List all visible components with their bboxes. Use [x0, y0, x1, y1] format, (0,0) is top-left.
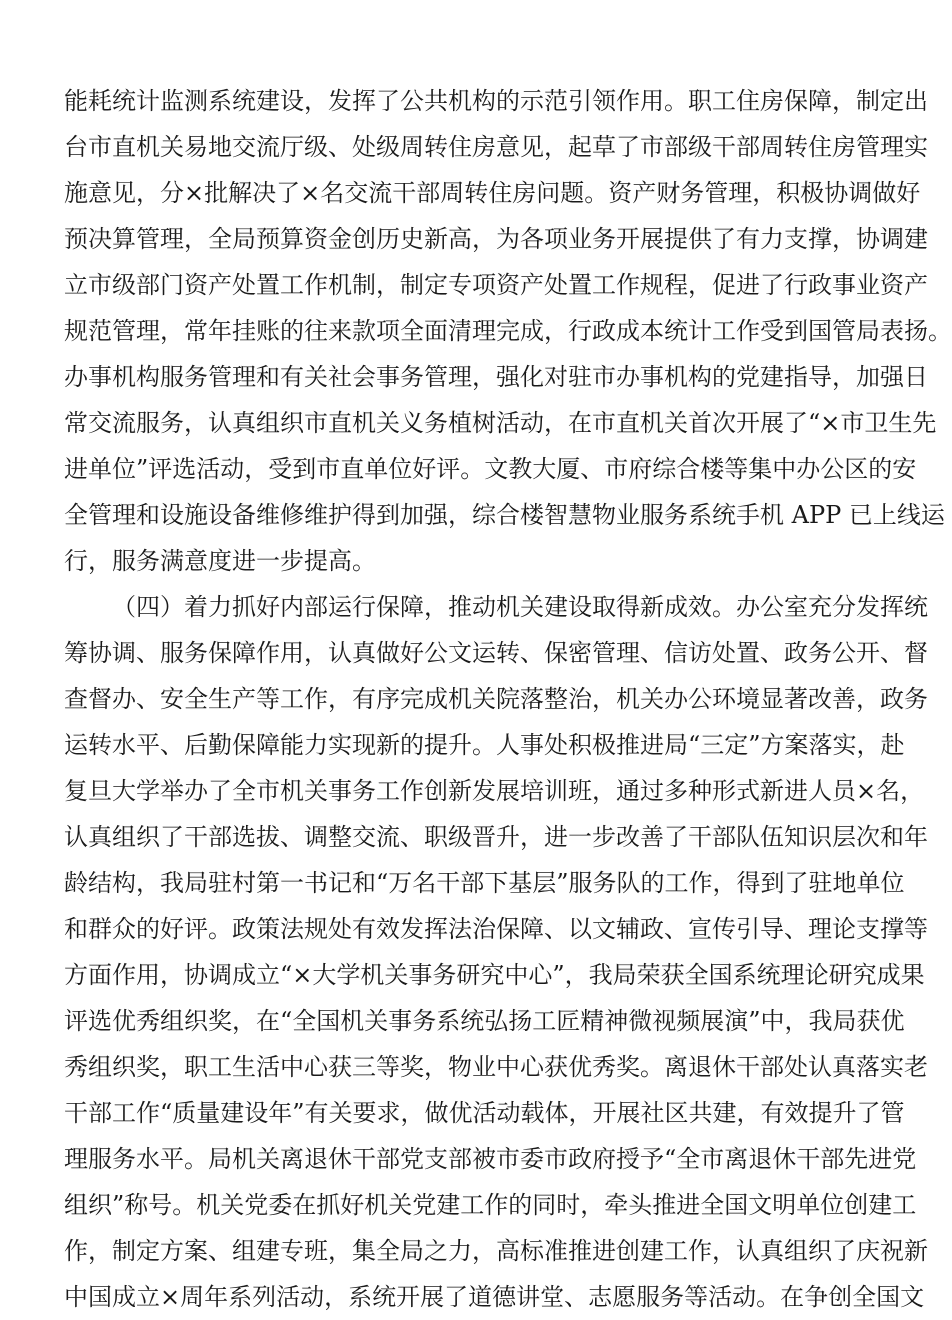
text-line: 全管理和设施设备维修维护得到加强，综合楼智慧物业服务系统手机 APP 已上线运 [64, 501, 945, 529]
text-line: 组织”称号。机关党委在抓好机关党建工作的同时，牵头推进全国文明单位创建工 [64, 1191, 917, 1219]
text-line: 干部工作“质量建设年”有关要求，做优活动载体，开展社区共建，有效提升了管 [64, 1099, 905, 1127]
text-line: 理服务水平。局机关离退休干部党支部被市委市政府授予“全市离退休干部先进党 [64, 1145, 917, 1173]
text-line: 认真组织了干部选拔、调整交流、职级晋升，进一步改善了干部队伍知识层次和年 [64, 823, 928, 851]
paragraph-heading-line: （四）着力抓好内部运行保障，推动机关建设取得新成效。办公室充分发挥统 [112, 593, 928, 621]
text-line: 行，服务满意度进一步提高。 [64, 547, 376, 575]
text-line: 立市级部门资产处置工作机制，制定专项资产处置工作规程，促进了行政事业资产 [64, 271, 928, 299]
text-line: 运转水平、后勤保障能力实现新的提升。人事处积极推进局“三定”方案落实，赴 [64, 731, 905, 759]
text-line: 和群众的好评。政策法规处有效发挥法治保障、以文辅政、宣传引导、理论支撑等 [64, 915, 928, 943]
text-line: 查督办、安全生产等工作，有序完成机关院落整治，机关办公环境显著改善，政务 [64, 685, 928, 713]
text-line: 复旦大学举办了全市机关事务工作创新发展培训班，通过多种形式新进人员×名， [64, 777, 925, 805]
text-line: 预决算管理，全局预算资金创历史新高，为各项业务开展提供了有力支撑，协调建 [64, 225, 928, 253]
text-line: 作，制定方案、组建专班，集全局之力，高标准推进创建工作，认真组织了庆祝新 [64, 1237, 928, 1265]
text-line: 台市直机关易地交流厅级、处级周转住房意见，起草了市部级干部周转住房管理实 [64, 133, 928, 161]
text-line: 规范管理，常年挂账的往来款项全面清理完成，行政成本统计工作受到国管局表扬。 [64, 317, 952, 345]
text-line: 施意见，分×批解决了×名交流干部周转住房问题。资产财务管理，积极协调做好 [64, 179, 921, 207]
text-line: 中国成立×周年系列活动，系统开展了道德讲堂、志愿服务等活动。在争创全国文 [64, 1283, 925, 1311]
text-line: 能耗统计监测系统建设，发挥了公共机构的示范引领作用。职工住房保障，制定出 [64, 87, 928, 115]
text-line: 龄结构，我局驻村第一书记和“万名干部下基层”服务队的工作，得到了驻地单位 [64, 869, 905, 897]
text-line: 进单位”评选活动，受到市直单位好评。文教大厦、市府综合楼等集中办公区的安 [64, 455, 917, 483]
text-line: 常交流服务，认真组织市直机关义务植树活动，在市直机关首次开展了“×市卫生先 [64, 409, 937, 437]
document-body [64, 78, 952, 1320]
text-line: 评选优秀组织奖，在“全国机关事务系统弘扬工匠精神微视频展演”中，我局获优 [64, 1007, 905, 1035]
text-line: 秀组织奖，职工生活中心获三等奖，物业中心获优秀奖。离退休干部处认真落实老 [64, 1053, 928, 1081]
text-line: 办事机构服务管理和有关社会事务管理，强化对驻市办事机构的党建指导，加强日 [64, 363, 928, 391]
text-line: 方面作用，协调成立“×大学机关事务研究中心”，我局荣获全国系统理论研究成果 [64, 961, 925, 989]
text-line: 筹协调、服务保障作用，认真做好公文运转、保密管理、信访处置、政务公开、督 [64, 639, 928, 667]
